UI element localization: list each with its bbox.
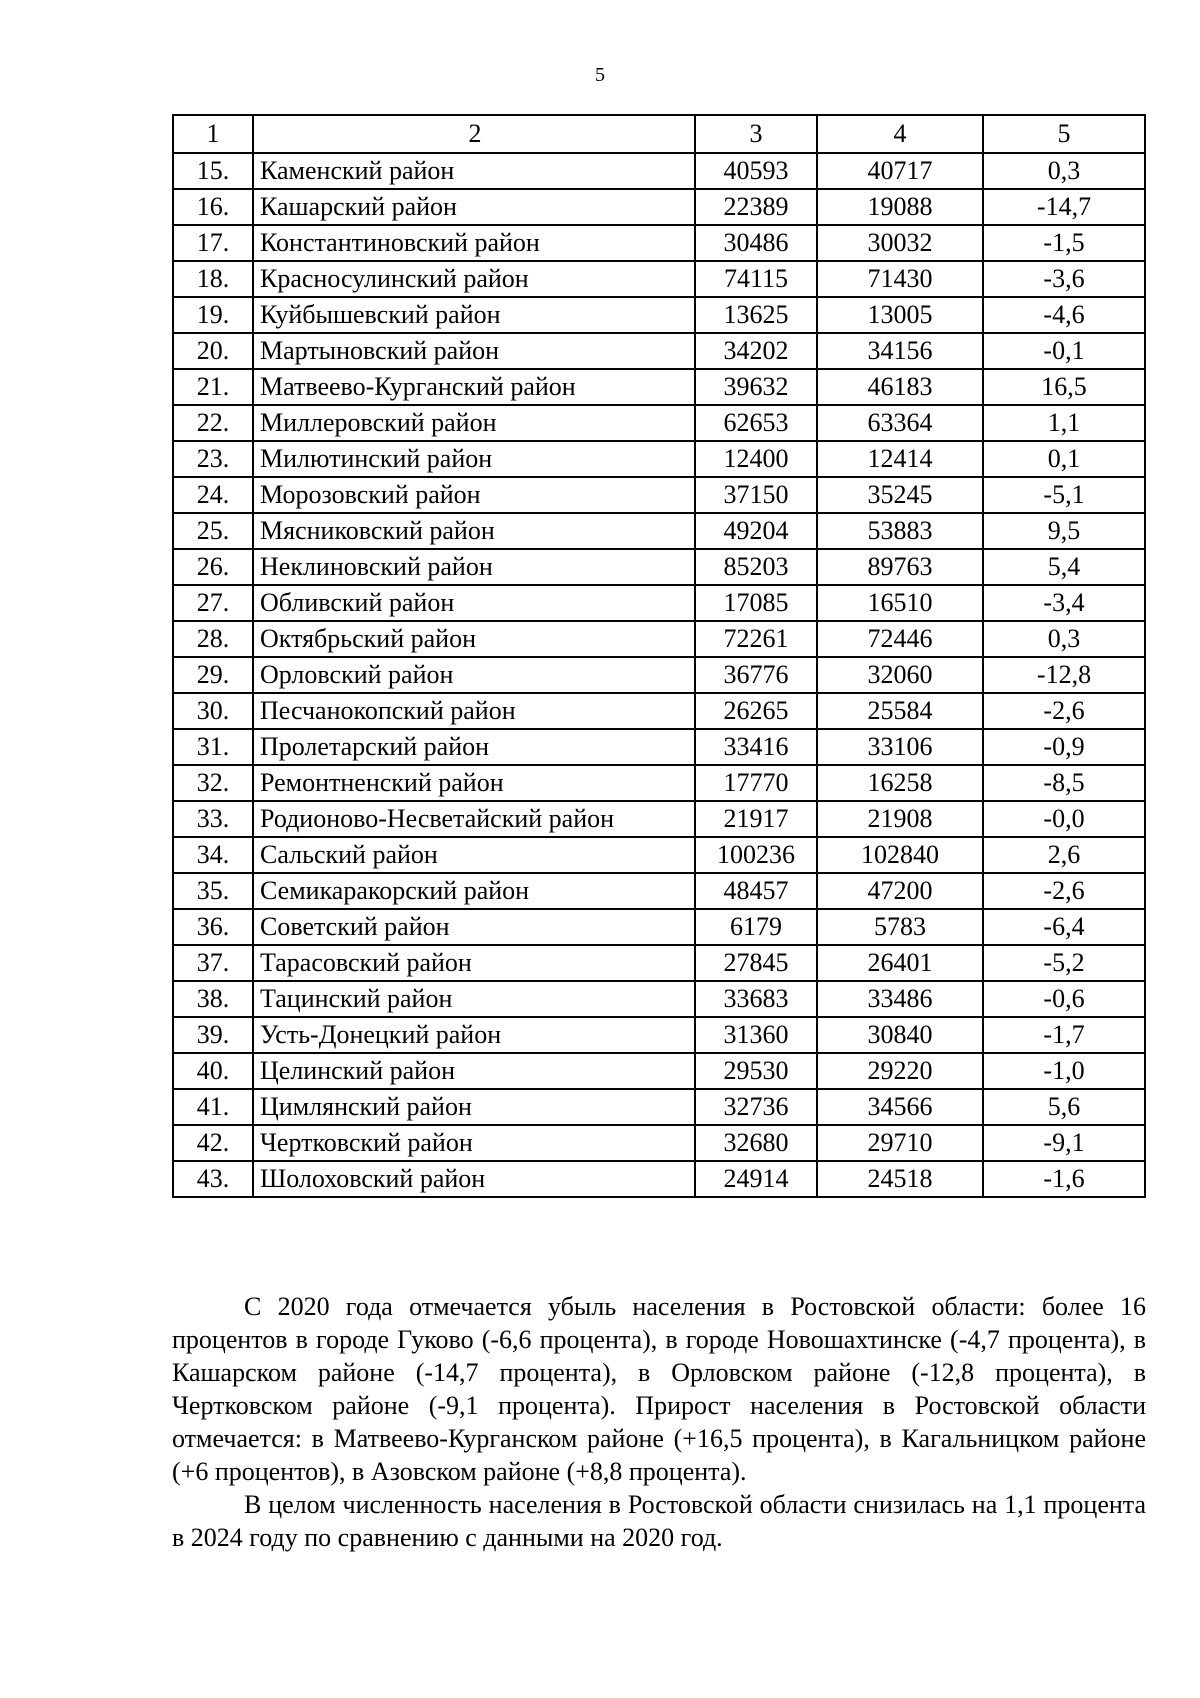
row-number: 21. (173, 369, 253, 405)
value-col4: 32060 (817, 657, 983, 693)
body-text (172, 1290, 1146, 1554)
district-name: Семикаракорский район (253, 873, 695, 909)
column-header: 5 (983, 115, 1145, 153)
table-row (173, 729, 1145, 765)
change-percent: 1,1 (983, 405, 1145, 441)
district-name: Песчанокопский район (253, 693, 695, 729)
row-number: 20. (173, 333, 253, 369)
value-col4: 47200 (817, 873, 983, 909)
value-col4: 33106 (817, 729, 983, 765)
value-col3: 26265 (695, 693, 817, 729)
value-col3: 6179 (695, 909, 817, 945)
value-col3: 32680 (695, 1125, 817, 1161)
value-col3: 17085 (695, 585, 817, 621)
table-header-row (173, 115, 1145, 153)
value-col4: 63364 (817, 405, 983, 441)
change-percent: 0,1 (983, 441, 1145, 477)
change-percent: -0,0 (983, 801, 1145, 837)
value-col3: 36776 (695, 657, 817, 693)
change-percent: -1,6 (983, 1161, 1145, 1197)
table-row (173, 621, 1145, 657)
value-col3: 34202 (695, 333, 817, 369)
district-name: Тацинский район (253, 981, 695, 1017)
change-percent: 0,3 (983, 621, 1145, 657)
row-number: 32. (173, 765, 253, 801)
row-number: 18. (173, 261, 253, 297)
district-name: Обливский район (253, 585, 695, 621)
value-col4: 71430 (817, 261, 983, 297)
row-number: 36. (173, 909, 253, 945)
value-col4: 16510 (817, 585, 983, 621)
district-name: Родионово-Несветайский район (253, 801, 695, 837)
column-header: 3 (695, 115, 817, 153)
value-col4: 72446 (817, 621, 983, 657)
value-col3: 49204 (695, 513, 817, 549)
district-name: Орловский район (253, 657, 695, 693)
row-number: 41. (173, 1089, 253, 1125)
district-name: Кашарский район (253, 189, 695, 225)
value-col3: 22389 (695, 189, 817, 225)
change-percent: 16,5 (983, 369, 1145, 405)
value-col3: 62653 (695, 405, 817, 441)
row-number: 25. (173, 513, 253, 549)
table-row (173, 873, 1145, 909)
row-number: 17. (173, 225, 253, 261)
change-percent: -3,6 (983, 261, 1145, 297)
value-col4: 24518 (817, 1161, 983, 1197)
change-percent: -5,2 (983, 945, 1145, 981)
district-name: Усть-Донецкий район (253, 1017, 695, 1053)
row-number: 33. (173, 801, 253, 837)
table-row (173, 441, 1145, 477)
table-row (173, 477, 1145, 513)
table-row (173, 801, 1145, 837)
value-col4: 29710 (817, 1125, 983, 1161)
value-col4: 19088 (817, 189, 983, 225)
district-name: Сальский район (253, 837, 695, 873)
district-name: Красносулинский район (253, 261, 695, 297)
row-number: 40. (173, 1053, 253, 1089)
change-percent: -6,4 (983, 909, 1145, 945)
district-name: Мартыновский район (253, 333, 695, 369)
table-row (173, 405, 1145, 441)
value-col4: 5783 (817, 909, 983, 945)
value-col4: 30032 (817, 225, 983, 261)
value-col3: 29530 (695, 1053, 817, 1089)
value-col3: 32736 (695, 1089, 817, 1125)
district-name: Цимлянский район (253, 1089, 695, 1125)
table-row (173, 981, 1145, 1017)
district-name: Миллеровский район (253, 405, 695, 441)
row-number: 24. (173, 477, 253, 513)
district-name: Неклиновский район (253, 549, 695, 585)
change-percent: -1,5 (983, 225, 1145, 261)
district-name: Мясниковский район (253, 513, 695, 549)
table-row (173, 1017, 1145, 1053)
row-number: 37. (173, 945, 253, 981)
value-col4: 12414 (817, 441, 983, 477)
value-col3: 72261 (695, 621, 817, 657)
change-percent: 5,6 (983, 1089, 1145, 1125)
value-col3: 21917 (695, 801, 817, 837)
column-header: 2 (253, 115, 695, 153)
value-col4: 53883 (817, 513, 983, 549)
row-number: 27. (173, 585, 253, 621)
value-col4: 25584 (817, 693, 983, 729)
district-name: Каменский район (253, 153, 695, 189)
value-col4: 29220 (817, 1053, 983, 1089)
change-percent: -8,5 (983, 765, 1145, 801)
row-number: 26. (173, 549, 253, 585)
row-number: 16. (173, 189, 253, 225)
table-row (173, 189, 1145, 225)
change-percent: -14,7 (983, 189, 1145, 225)
table-row (173, 837, 1145, 873)
table-row (173, 297, 1145, 333)
district-name: Чертковский район (253, 1125, 695, 1161)
table-row (173, 909, 1145, 945)
row-number: 22. (173, 405, 253, 441)
row-number: 15. (173, 153, 253, 189)
row-number: 34. (173, 837, 253, 873)
row-number: 19. (173, 297, 253, 333)
table-row (173, 333, 1145, 369)
change-percent: -1,0 (983, 1053, 1145, 1089)
table-row (173, 225, 1145, 261)
value-col3: 30486 (695, 225, 817, 261)
table-row (173, 549, 1145, 585)
value-col4: 30840 (817, 1017, 983, 1053)
change-percent: 2,6 (983, 837, 1145, 873)
table-row (173, 765, 1145, 801)
value-col3: 40593 (695, 153, 817, 189)
value-col3: 74115 (695, 261, 817, 297)
table-row (173, 1161, 1145, 1197)
change-percent: -0,9 (983, 729, 1145, 765)
district-name: Пролетарский район (253, 729, 695, 765)
row-number: 23. (173, 441, 253, 477)
district-name: Советский район (253, 909, 695, 945)
value-col4: 89763 (817, 549, 983, 585)
value-col4: 26401 (817, 945, 983, 981)
value-col3: 12400 (695, 441, 817, 477)
change-percent: -2,6 (983, 693, 1145, 729)
value-col3: 100236 (695, 837, 817, 873)
value-col4: 13005 (817, 297, 983, 333)
value-col4: 102840 (817, 837, 983, 873)
change-percent: 0,3 (983, 153, 1145, 189)
change-percent: -1,7 (983, 1017, 1145, 1053)
value-col3: 33683 (695, 981, 817, 1017)
population-table (172, 114, 1146, 1198)
column-header: 1 (173, 115, 253, 153)
value-col3: 17770 (695, 765, 817, 801)
value-col3: 48457 (695, 873, 817, 909)
row-number: 29. (173, 657, 253, 693)
row-number: 28. (173, 621, 253, 657)
change-percent: -12,8 (983, 657, 1145, 693)
value-col3: 31360 (695, 1017, 817, 1053)
district-name: Шолоховский район (253, 1161, 695, 1197)
district-name: Целинский район (253, 1053, 695, 1089)
change-percent: -5,1 (983, 477, 1145, 513)
district-name: Октябрьский район (253, 621, 695, 657)
value-col4: 35245 (817, 477, 983, 513)
table-row (173, 1125, 1145, 1161)
table-row (173, 693, 1145, 729)
value-col3: 85203 (695, 549, 817, 585)
value-col4: 34566 (817, 1089, 983, 1125)
table-row (173, 153, 1145, 189)
district-name: Милютинский район (253, 441, 695, 477)
value-col3: 24914 (695, 1161, 817, 1197)
table-row (173, 945, 1145, 981)
value-col3: 27845 (695, 945, 817, 981)
value-col3: 37150 (695, 477, 817, 513)
change-percent: -9,1 (983, 1125, 1145, 1161)
table-row (173, 585, 1145, 621)
change-percent: -0,6 (983, 981, 1145, 1017)
value-col4: 16258 (817, 765, 983, 801)
table-row (173, 1053, 1145, 1089)
table-row (173, 369, 1145, 405)
row-number: 39. (173, 1017, 253, 1053)
district-name: Константиновский район (253, 225, 695, 261)
district-name: Тарасовский район (253, 945, 695, 981)
row-number: 31. (173, 729, 253, 765)
table-row (173, 657, 1145, 693)
value-col3: 33416 (695, 729, 817, 765)
district-name: Куйбышевский район (253, 297, 695, 333)
district-name: Морозовский район (253, 477, 695, 513)
change-percent: -4,6 (983, 297, 1145, 333)
row-number: 38. (173, 981, 253, 1017)
value-col3: 13625 (695, 297, 817, 333)
page-number: 5 (595, 64, 605, 86)
row-number: 35. (173, 873, 253, 909)
change-percent: 5,4 (983, 549, 1145, 585)
paragraph: В целом численность населения в Ростовской области снизилась на 1,1 процента в 2024 году по сравнению с данными на 2020 год. (172, 1490, 1146, 1552)
row-number: 30. (173, 693, 253, 729)
value-col4: 33486 (817, 981, 983, 1017)
value-col4: 40717 (817, 153, 983, 189)
change-percent: -2,6 (983, 873, 1145, 909)
table-row (173, 1089, 1145, 1125)
table-row (173, 261, 1145, 297)
value-col4: 46183 (817, 369, 983, 405)
district-name: Матвеево-Курганский район (253, 369, 695, 405)
district-name: Ремонтненский район (253, 765, 695, 801)
change-percent: -3,4 (983, 585, 1145, 621)
table-body (173, 153, 1145, 1197)
paragraph: С 2020 года отмечается убыль населения в Ростовской области: более 16 процентов в городе Гуково (-6,6 процента), в городе Новошахтинске (-4,7 процента), в Кашарском районе (-14,7 процента), в Орловском районе (-12,8 процента), в Чертковском районе (-9,1 процента). Прирост населения в Ростовской области отмечается: в Матвеево-Курганском районе (+16,5 процента), в Кагальницком районе (+6 процентов), в Азовском районе (+8,8 процента). (172, 1292, 1146, 1486)
value-col4: 34156 (817, 333, 983, 369)
row-number: 42. (173, 1125, 253, 1161)
value-col3: 39632 (695, 369, 817, 405)
change-percent: -0,1 (983, 333, 1145, 369)
column-header: 4 (817, 115, 983, 153)
row-number: 43. (173, 1161, 253, 1197)
value-col4: 21908 (817, 801, 983, 837)
change-percent: 9,5 (983, 513, 1145, 549)
table-row (173, 513, 1145, 549)
